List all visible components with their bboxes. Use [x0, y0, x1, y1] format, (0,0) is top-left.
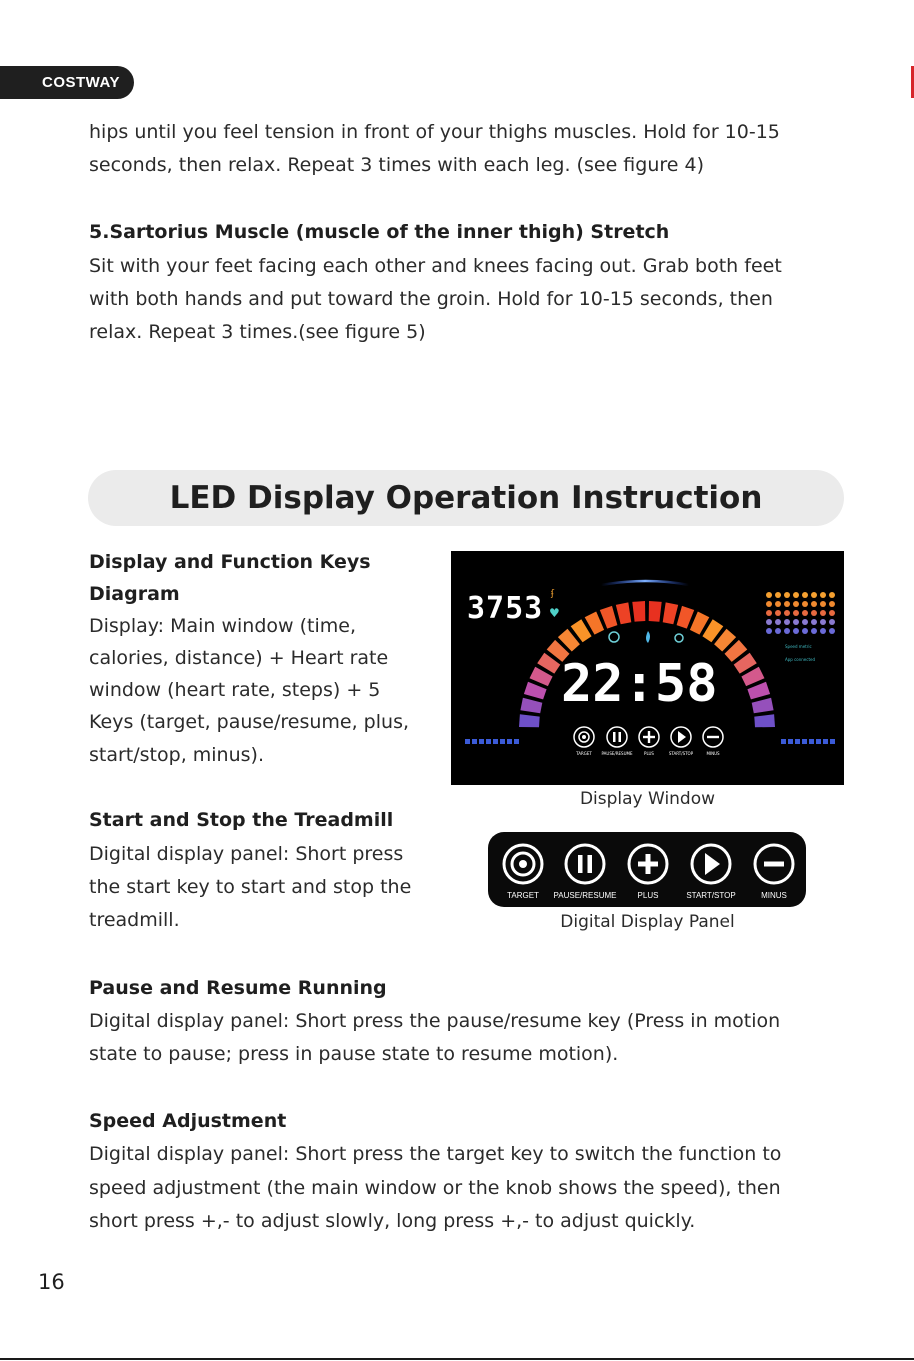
matrix-dot — [766, 610, 772, 616]
brand-name: COSTWAY — [42, 74, 120, 91]
panel-caption: Digital Display Panel — [560, 912, 735, 932]
matrix-dot — [811, 628, 817, 634]
steps-icon: ʄ — [551, 589, 555, 599]
display-heading-2: Diagram — [89, 583, 180, 605]
panel-key-pause-resume[interactable] — [554, 845, 617, 900]
matrix-dot — [775, 628, 781, 634]
level-bar — [493, 739, 498, 744]
matrix-dot — [829, 628, 835, 634]
display-heading-1: Display and Function Keys — [89, 551, 371, 573]
display-line-3: window (heart rate, steps) + 5 — [89, 679, 381, 701]
matrix-dot — [784, 601, 790, 607]
matrix-dot — [784, 619, 790, 625]
matrix-dot — [811, 619, 817, 625]
level-bar — [465, 739, 470, 744]
level-bar — [802, 739, 807, 744]
level-bar — [830, 739, 835, 744]
matrix-dot — [775, 592, 781, 598]
matrix-dot — [766, 619, 772, 625]
pause-resume-line-1: Digital display panel: Short press the pause/resume key (Press in motion — [89, 1010, 781, 1032]
arc-segment — [747, 682, 770, 700]
matrix-dot — [793, 628, 799, 634]
matrix-dot — [802, 601, 808, 607]
speed-line-2: speed adjustment (the main window or the knob shows the speed), then — [89, 1177, 781, 1199]
window-key-minus — [703, 727, 723, 756]
matrix-dot — [802, 610, 808, 616]
arc-segment — [519, 714, 540, 727]
matrix-dot — [811, 601, 817, 607]
window-key-pause — [602, 727, 633, 756]
panel-key-target[interactable] — [504, 845, 542, 900]
matrix-dot — [829, 610, 835, 616]
heart-icon: ♥ — [549, 606, 560, 620]
matrix-dot — [820, 628, 826, 634]
matrix-dot — [793, 592, 799, 598]
clock-icon — [609, 632, 619, 642]
window-key-label-pause: PAUSE/RESUME — [601, 751, 633, 756]
matrix-dot — [811, 592, 817, 598]
matrix-dot — [766, 601, 772, 607]
matrix-dot — [829, 619, 835, 625]
intro-line-1: hips until you feel tension in front of your thighs muscles. Hold for 10-15 — [89, 121, 780, 143]
matrix-dot — [775, 610, 781, 616]
arc-segment — [649, 601, 662, 622]
level-bar — [795, 739, 800, 744]
panel-key-label-plus: PLUS — [637, 891, 659, 900]
level-bar — [823, 739, 828, 744]
panel-graphic — [488, 832, 806, 907]
window-key-label-play: START/STOP — [668, 751, 694, 756]
distance-icon — [675, 634, 683, 642]
arc-segment — [632, 601, 645, 622]
side-label-1: Speed metric — [785, 644, 812, 649]
matrix-dot — [802, 628, 808, 634]
matrix-dot — [784, 628, 790, 634]
level-bar — [472, 739, 477, 744]
window-key-plus — [639, 727, 659, 756]
arc-segment — [752, 698, 774, 714]
side-label-2: App connected — [785, 657, 816, 662]
matrix-dot — [766, 628, 772, 634]
flame-icon — [646, 631, 650, 643]
matrix-dot — [766, 592, 772, 598]
window-key-label-plus: PLUS — [644, 751, 654, 756]
display-window-graphic — [451, 551, 844, 785]
level-bar — [486, 739, 491, 744]
pause-resume-line-2: state to pause; press in pause state to resume motion). — [89, 1043, 619, 1065]
display-window-caption: Display Window — [579, 789, 716, 809]
dot-matrix — [766, 592, 835, 634]
window-key-label-target: TARGET — [576, 751, 592, 756]
arc-segment — [663, 602, 679, 624]
window-key-target — [574, 727, 594, 756]
sartorius-heading: 5.Sartorius Muscle (muscle of the inner thigh) Stretch — [89, 221, 670, 243]
top-glow — [601, 581, 689, 585]
matrix-dot — [820, 592, 826, 598]
window-key-play — [669, 727, 694, 756]
level-bar — [781, 739, 786, 744]
start-stop-line-2: the start key to start and stop the — [89, 876, 412, 898]
matrix-dot — [793, 601, 799, 607]
start-stop-heading: Start and Stop the Treadmill — [89, 809, 394, 831]
matrix-dot — [775, 601, 781, 607]
matrix-dot — [784, 610, 790, 616]
section-banner — [88, 470, 844, 526]
level-bar — [479, 739, 484, 744]
page-number: 16 — [38, 1270, 65, 1294]
level-bar — [809, 739, 814, 744]
sartorius-line-2: with both hands and put toward the groin. Hold for 10-15 seconds, then — [89, 288, 773, 310]
panel-key-label-start-stop: START/STOP — [686, 891, 736, 900]
level-bar — [788, 739, 793, 744]
matrix-dot — [802, 592, 808, 598]
small-readout: 3753 — [467, 591, 544, 626]
start-stop-line-1: Digital display panel: Short press — [89, 843, 404, 865]
matrix-dot — [829, 592, 835, 598]
start-stop-line-3: treadmill. — [89, 909, 180, 931]
arc-segment — [616, 602, 632, 624]
panel-key-label-pause-resume: PAUSE/RESUME — [553, 891, 617, 900]
sartorius-line-3: relax. Repeat 3 times.(see figure 5) — [89, 321, 426, 343]
level-bar — [500, 739, 505, 744]
panel-key-minus[interactable] — [755, 845, 793, 900]
brand-logo — [0, 66, 134, 99]
level-bar — [816, 739, 821, 744]
matrix-dot — [829, 601, 835, 607]
panel-key-plus[interactable] — [629, 845, 667, 900]
banner-title: LED Display Operation Instruction — [169, 480, 763, 516]
level-bar — [514, 739, 519, 744]
pause-resume-heading: Pause and Resume Running — [89, 977, 387, 999]
speed-line-3: short press +,- to adjust slowly, long press +,- to adjust quickly. — [89, 1210, 696, 1232]
matrix-dot — [820, 601, 826, 607]
display-line-4: Keys (target, pause/resume, plus, — [89, 711, 410, 733]
matrix-dot — [793, 619, 799, 625]
page-bottom-rule — [0, 1358, 914, 1360]
sartorius-line-1: Sit with your feet facing each other and knees facing out. Grab both feet — [89, 255, 782, 277]
speed-heading: Speed Adjustment — [89, 1110, 287, 1132]
intro-line-2: seconds, then relax. Repeat 3 times with each leg. (see figure 4) — [89, 154, 704, 176]
matrix-dot — [775, 619, 781, 625]
arc-segment — [677, 606, 695, 629]
display-line-5: start/stop, minus). — [89, 744, 264, 766]
matrix-dot — [793, 610, 799, 616]
window-key-label-minus: MINUS — [706, 751, 720, 756]
matrix-dot — [811, 610, 817, 616]
matrix-dot — [784, 592, 790, 598]
speed-line-1: Digital display panel: Short press the target key to switch the function to — [89, 1143, 782, 1165]
display-line-2: calories, distance) + Heart rate — [89, 647, 389, 669]
matrix-dot — [802, 619, 808, 625]
arc-segment — [600, 606, 618, 629]
arc-segment — [754, 714, 775, 727]
level-bar — [507, 739, 512, 744]
matrix-dot — [820, 619, 826, 625]
arc-segment — [520, 698, 542, 714]
display-line-1: Display: Main window (time, — [89, 615, 356, 637]
arc-segment — [524, 682, 547, 700]
matrix-dot — [820, 610, 826, 616]
panel-key-label-minus: MINUS — [761, 891, 787, 900]
panel-key-label-target: TARGET — [507, 891, 539, 900]
display-window-image — [451, 551, 844, 785]
panel-key-start-stop[interactable] — [686, 845, 735, 900]
main-readout: 22:58 — [561, 654, 718, 714]
digital-display-panel — [488, 832, 806, 907]
